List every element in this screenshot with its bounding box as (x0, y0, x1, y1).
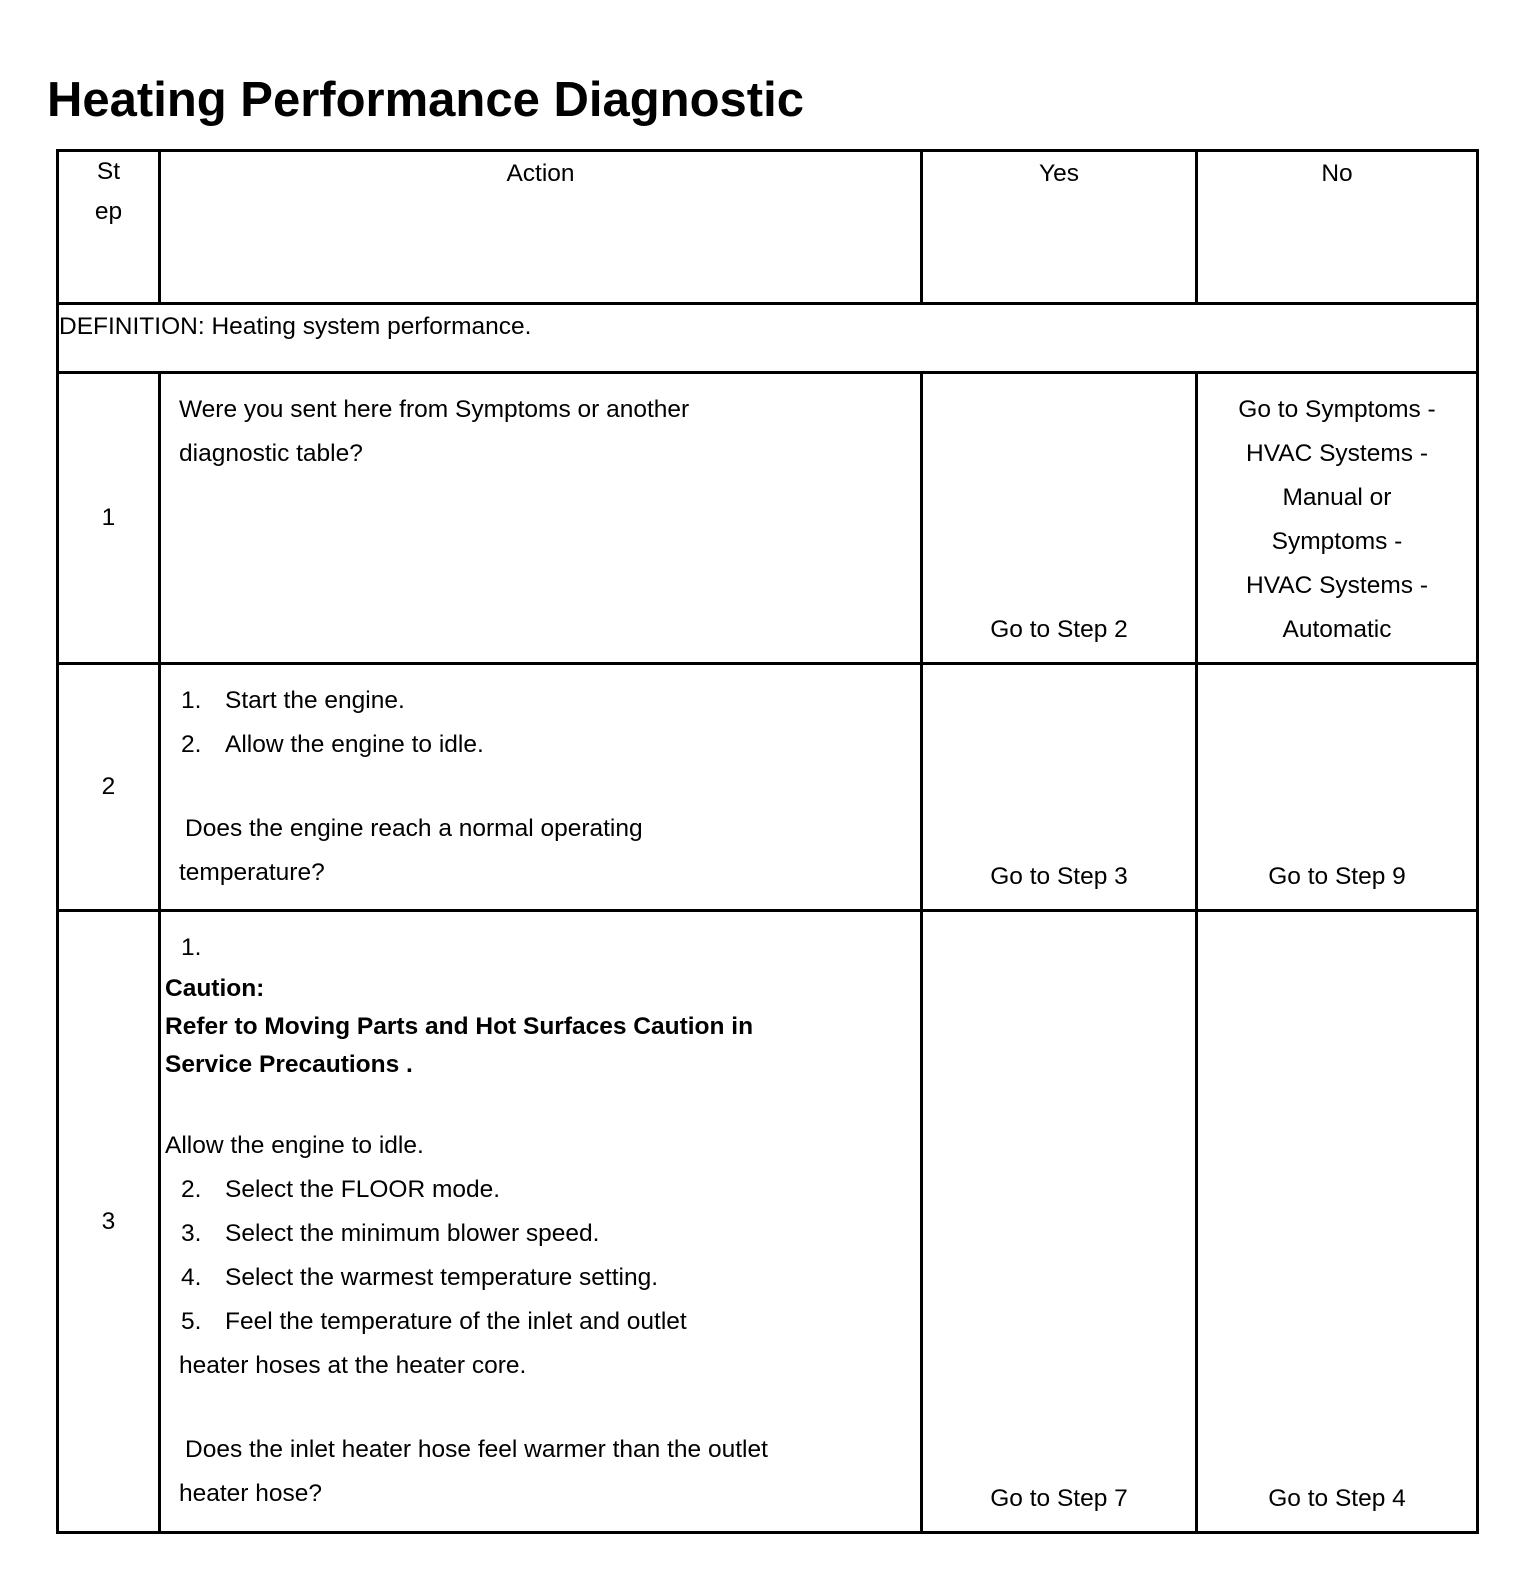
list-item (161, 926, 920, 970)
diagnostic-table (56, 149, 1479, 1534)
list-number: 2. (181, 731, 202, 758)
caution-text: Refer to Moving Parts and Hot Surfaces Caution in (165, 1013, 754, 1040)
list-number: 5. (181, 1308, 202, 1335)
action-text: Were you sent here from Symptoms or another (179, 396, 690, 423)
list-item (161, 1212, 920, 1256)
no-text-line: HVAC Systems - (1246, 572, 1428, 599)
table-row (58, 664, 1478, 911)
list-text: Select the FLOOR mode. (225, 1176, 501, 1203)
header-step-line1: St (96, 158, 121, 185)
header-step-line2: ep (94, 198, 123, 225)
list-item (161, 679, 920, 723)
list-number: 2. (181, 1176, 202, 1203)
header-yes: Yes (922, 151, 1197, 304)
list-text: Allow the engine to idle. (165, 1132, 424, 1159)
caution-text: Service Precautions . (165, 1051, 413, 1078)
header-action: Action (160, 151, 922, 304)
no-link[interactable]: Go to Step 4 (1197, 911, 1478, 1533)
header-no: No (1197, 151, 1478, 304)
no-link[interactable]: Go to Step 9 (1197, 664, 1478, 911)
list-number: 3. (181, 1220, 202, 1247)
no-link[interactable] (1197, 373, 1478, 664)
header-row (58, 151, 1478, 304)
list-number: 4. (181, 1264, 202, 1291)
no-text-line: Manual or (1282, 484, 1392, 511)
page-title: Heating Performance Diagnostic (47, 73, 804, 127)
table-row (58, 373, 1478, 664)
question-text: Does the inlet heater hose feel warmer than the outlet (185, 1436, 768, 1463)
action-text: diagnostic table? (179, 440, 363, 467)
action-cell (160, 664, 922, 911)
step-number: 1 (58, 373, 160, 664)
table-row (58, 911, 1478, 1533)
spacer (161, 767, 920, 807)
list-number: 1. (181, 687, 202, 714)
no-text-line: Automatic (1282, 616, 1392, 643)
list-text: Select the minimum blower speed. (225, 1220, 600, 1247)
list-text: Start the engine. (225, 687, 405, 714)
list-text: Select the warmest temperature setting. (225, 1264, 659, 1291)
question-text: heater hose? (179, 1480, 323, 1507)
header-step (58, 151, 160, 304)
definition-row (58, 304, 1478, 373)
list-text: Feel the temperature of the inlet and outlet (225, 1308, 687, 1335)
yes-link[interactable]: Go to Step 3 (922, 664, 1197, 911)
no-text-line: HVAC Systems - (1246, 440, 1428, 467)
no-text-line: Go to Symptoms - (1238, 396, 1436, 423)
list-item (161, 1168, 920, 1212)
definition-text: DEFINITION: Heating system performance. (58, 304, 1478, 373)
list-item (161, 1256, 920, 1300)
list-item (161, 723, 920, 767)
yes-link[interactable]: Go to Step 2 (922, 373, 1197, 664)
action-cell (160, 911, 922, 1533)
caution-label: Caution: (165, 975, 265, 1002)
list-item (161, 1300, 920, 1344)
step-number: 3 (58, 911, 160, 1533)
question-text: Does the engine reach a normal operating (185, 815, 643, 842)
question-text: temperature? (179, 859, 325, 886)
list-text-continued: heater hoses at the heater core. (179, 1352, 527, 1379)
action-cell (160, 373, 922, 664)
no-text-line: Symptoms - (1271, 528, 1403, 555)
spacer (161, 1388, 920, 1428)
list-text: Allow the engine to idle. (225, 731, 484, 758)
list-number: 1. (181, 934, 202, 961)
spacer (161, 1084, 920, 1124)
step-number: 2 (58, 664, 160, 911)
yes-link[interactable]: Go to Step 7 (922, 911, 1197, 1533)
